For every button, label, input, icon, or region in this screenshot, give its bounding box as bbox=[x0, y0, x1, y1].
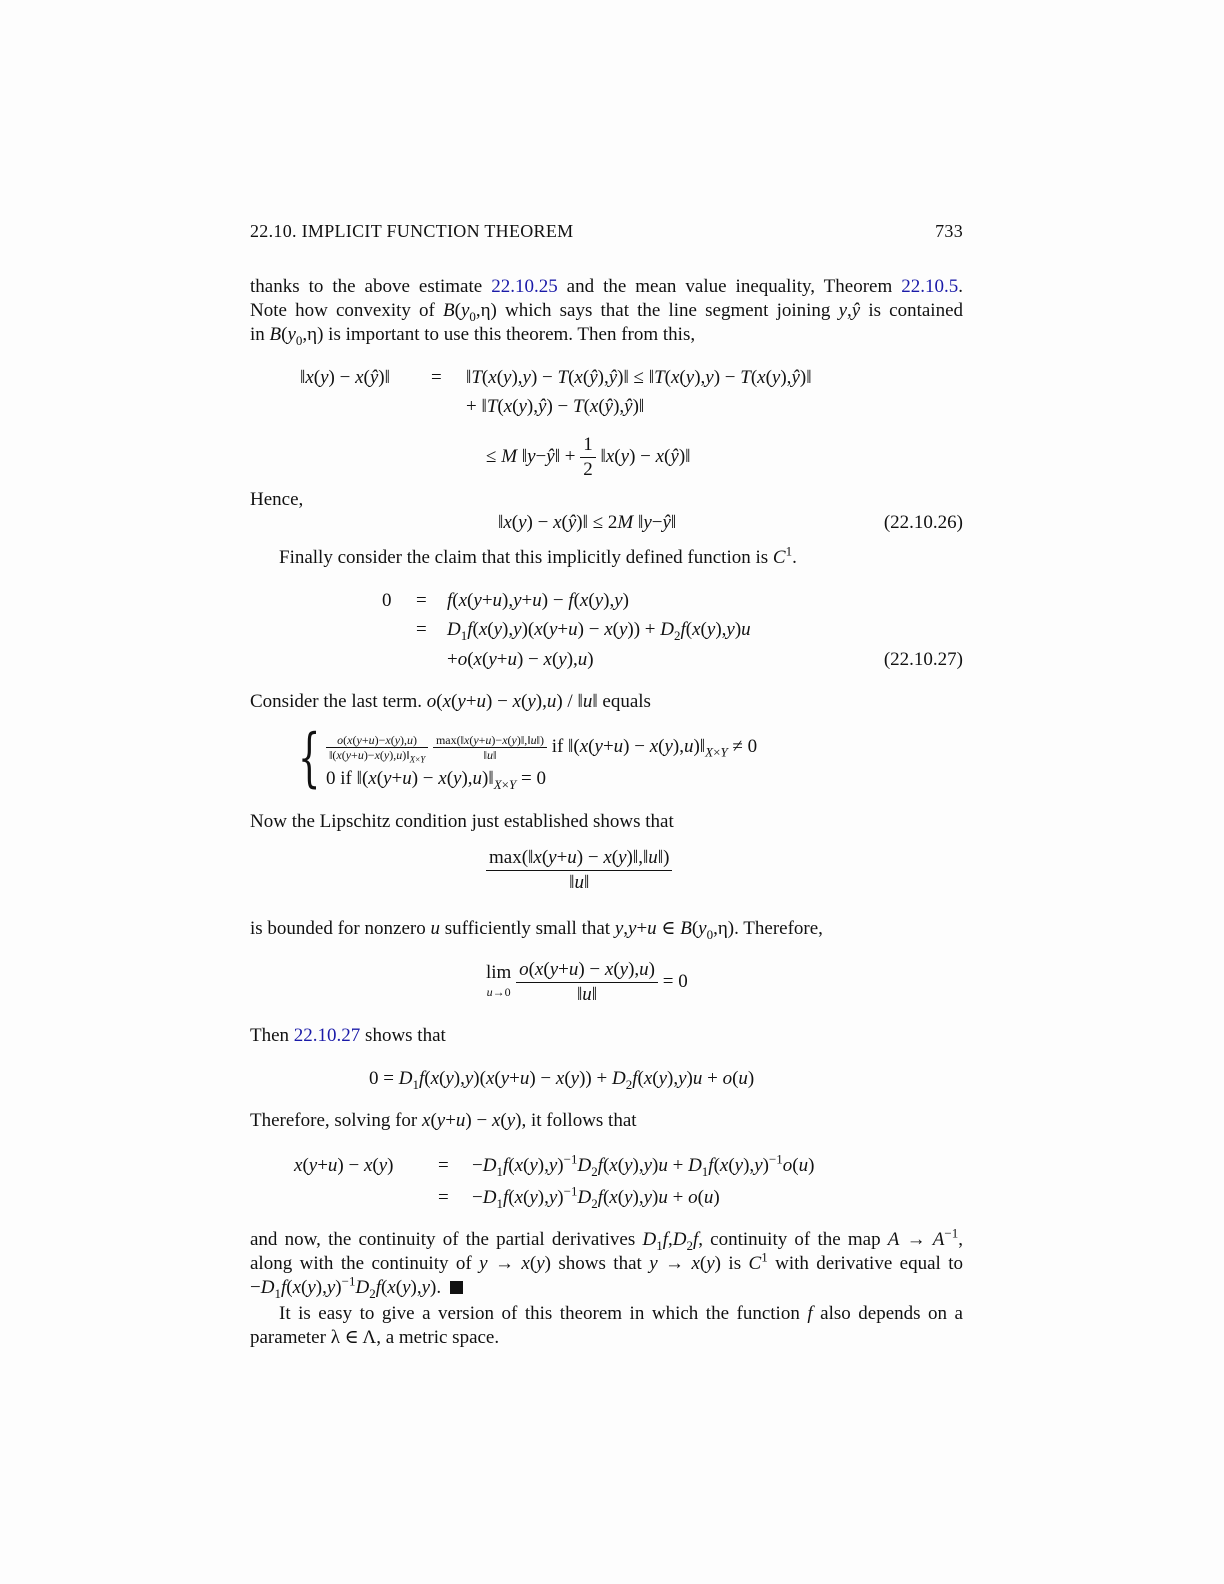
equation-27-line1: f(x(y+u),y+u) − f(x(y),y) bbox=[447, 590, 629, 611]
therefore-text: Therefore, solving for x(y+u) − x(y), it follows that bbox=[250, 1110, 637, 1131]
lipschitz-text: Now the Lipschitz condition just established shows that bbox=[250, 811, 674, 832]
equation-number-27: (22.10.27) bbox=[883, 649, 963, 670]
equation-rhs-1: ‖T(x(y),y) − T(x(ŷ),ŷ)‖ ≤ ‖T(x(y),y) − T(x(y),ŷ)‖ bbox=[466, 367, 812, 388]
paragraph-continuity: and now, the continuity of the partial derivatives $D_1f,D_2f$, continuity of the map $A \to A^{-1}$, along with the continuity of y → x(y) shows that y → x(y) is $C^1$ with derivative equal to $-D_1f(x(y),y)^{-1}D_2f(x(y),y)$. bbox=[250, 1225, 964, 1301]
ref-estimate-link[interactable]: 22.10.25 bbox=[491, 276, 558, 297]
equation-equals-1: = bbox=[431, 367, 442, 388]
running-header bbox=[250, 219, 963, 243]
equation-27-line3: +o(x(y+u) − x(y),u) bbox=[447, 649, 594, 670]
piecewise-case-1: $\frac{o(x(y+u)-x(y),u)}{‖(x(y+u)-x(y),u)‖_{X\times Y}}$ $\frac{\max(‖x(y+u)-x(y)‖,‖u‖)}{‖u‖}$ if ‖(x(y+u) − $x(y),u)‖_{X\times Y} \ne 0$ bbox=[326, 733, 757, 762]
finally-text: Finally consider the claim that this implicitly defined function is $C^1$. bbox=[279, 543, 797, 568]
solve-lhs: x(y+u) − x(y) bbox=[294, 1155, 394, 1176]
piecewise-case-2: 0 if ‖(x(y+u) − $x(y),u)‖_{X\times Y} = 0$ bbox=[326, 768, 546, 792]
equation-rhs-2: + ‖T(x(y),ŷ) − T(x(ŷ),ŷ)‖ bbox=[466, 396, 645, 417]
ref-eq27-link[interactable]: 22.10.27 bbox=[293, 1025, 361, 1046]
equation-27-lhs: 0 bbox=[382, 590, 392, 611]
equation-derivative: $0 = D_1f(x(y),y)(x(y+u) - x(y)) + D_2f(x(y),y)u + o(u)$ bbox=[369, 1068, 755, 1092]
solve-rhs-2: $-D_1f(x(y),y)^{-1}D_2f(x(y),y)u + o(u)$ bbox=[472, 1183, 720, 1211]
equation-lhs-1: ‖x(y) − x(ŷ)‖ bbox=[300, 367, 390, 388]
limit-equation: lim u→0 $\frac{o(x(y+u) - x(y),u)}{‖u‖}$ = 0 bbox=[486, 959, 688, 1005]
equation-26: ‖x(y) − x(ŷ)‖ ≤ 2M ‖y−ŷ‖ bbox=[498, 512, 677, 533]
bounded-text: is bounded for nonzero u sufficiently small that y,y+u ∈ $B(y_0,\eta)$. Therefore, bbox=[250, 918, 823, 942]
paragraph-intro: thanks to the above estimate 22.10.25 and the mean value inequality, Theorem 22.10.5. Note how convexity of $B(y_0,\eta)$ which says that the line segment joining y,ŷ is contained in $B(y_0,\eta)$ is important to use this theorem. Then from this, bbox=[250, 276, 964, 348]
hence-text: Hence, bbox=[250, 489, 304, 510]
consider-text: Consider the last term. o(x(y+u) − x(y),u) / ‖u‖ equals bbox=[250, 691, 651, 712]
qed-square-icon bbox=[450, 1281, 463, 1294]
equation-27-line2: $D_1f(x(y),y)(x(y+u) - x(y)) + D_2f(x(y),y)u$ bbox=[447, 619, 751, 643]
left-brace: { bbox=[298, 721, 321, 795]
max-fraction: $\frac{\max(‖x(y+u) - x(y)‖,‖u‖)}{‖u‖}$ bbox=[486, 846, 672, 895]
equation-number-26: (22.10.26) bbox=[883, 512, 963, 533]
paragraph-parameter: It is easy to give a version of this theorem in which the function f also depends on a parameter λ ∈ Λ, a metric space. bbox=[250, 1303, 963, 1348]
ref-theorem-link[interactable]: 22.10.5 bbox=[901, 276, 959, 297]
equation-rhs-3: ≤ M ‖y−ŷ‖ + $\frac{1}{2}$ ‖x(y) − x(ŷ)‖ bbox=[486, 434, 691, 480]
section-title: 22.10. IMPLICIT FUNCTION THEOREM bbox=[250, 221, 574, 241]
then-text: Then 22.10.27 shows that bbox=[250, 1025, 446, 1046]
page-number: 733 bbox=[935, 221, 963, 241]
solve-rhs-1: $-D_1f(x(y),y)^{-1}D_2f(x(y),y)u + D_1f(x(y),y)^{-1}o(u)$ bbox=[472, 1151, 815, 1179]
